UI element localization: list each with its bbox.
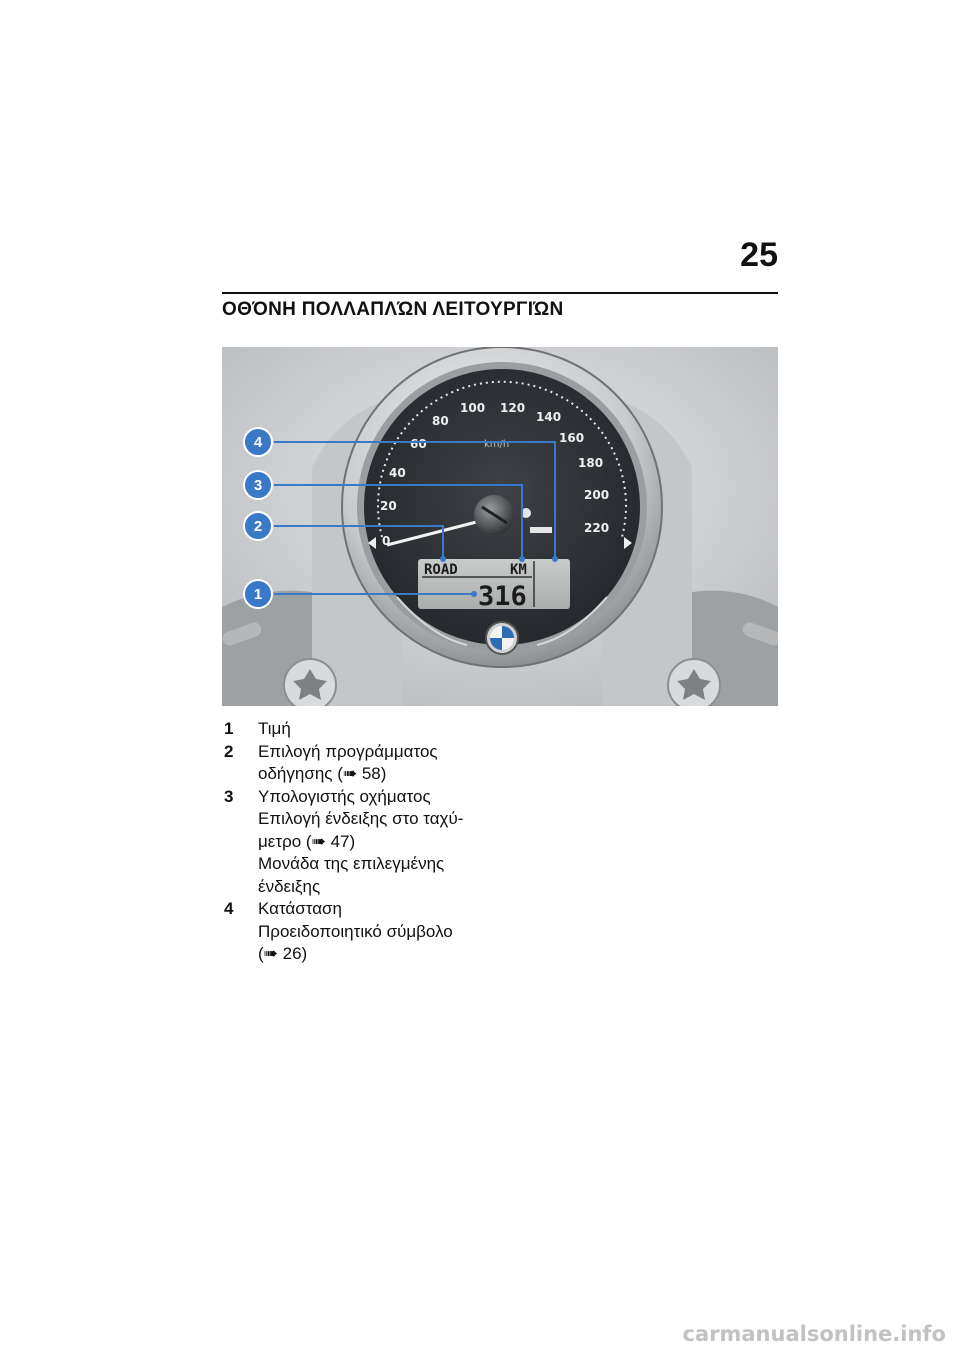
legend-text-reference[interactable]: οδήγησης (➠ 58) bbox=[258, 764, 387, 783]
legend-number: 4 bbox=[224, 899, 234, 918]
speedometer-illustration bbox=[222, 347, 778, 706]
svg-text:2: 2 bbox=[253, 518, 263, 535]
section-title: ΟΘΌΝΗ ΠΟΛΛΑΠΛΏΝ ΛΕΙΤΟΥΡΓΙΏΝ bbox=[222, 299, 564, 320]
svg-text:140: 140 bbox=[536, 410, 562, 424]
svg-text:40: 40 bbox=[389, 466, 406, 480]
legend-item bbox=[224, 741, 504, 786]
lcd-unit-label: KM bbox=[510, 562, 527, 578]
svg-text:1: 1 bbox=[253, 586, 263, 603]
lcd-value: 316 bbox=[478, 581, 527, 612]
svg-text:200: 200 bbox=[584, 488, 610, 502]
legend-number: 3 bbox=[224, 786, 234, 806]
legend-item bbox=[224, 718, 504, 741]
legend-item bbox=[224, 786, 504, 899]
legend-text: Υπολογιστής οχήματος bbox=[258, 786, 431, 806]
legend-text: Επιλογή προγράμματος bbox=[258, 741, 438, 761]
header-rule bbox=[222, 292, 778, 294]
legend-number: 2 bbox=[224, 741, 234, 761]
svg-text:180: 180 bbox=[578, 456, 604, 470]
legend-text-reference[interactable]: (➠ 26) bbox=[258, 944, 308, 963]
svg-text:120: 120 bbox=[500, 401, 526, 415]
speedometer-figure bbox=[222, 347, 778, 706]
svg-text:3: 3 bbox=[253, 477, 263, 494]
legend-text: Μονάδα της επιλεγμένης bbox=[258, 854, 445, 873]
svg-text:4: 4 bbox=[253, 434, 263, 451]
page-number: 25 bbox=[740, 236, 778, 274]
legend-text: Επιλογή ένδειξης στο ταχύ- bbox=[258, 809, 464, 828]
lcd-mode-label: ROAD bbox=[424, 562, 458, 578]
watermark: carmanualsonline.info bbox=[682, 1322, 946, 1346]
legend-text: Κατάσταση bbox=[258, 899, 343, 918]
figure-legend bbox=[224, 718, 504, 966]
legend-number: 1 bbox=[224, 719, 234, 738]
svg-text:160: 160 bbox=[559, 431, 585, 445]
legend-text: Προειδοποιητικό σύμβολο bbox=[258, 921, 453, 941]
bmw-logo bbox=[486, 622, 518, 654]
legend-item bbox=[224, 898, 504, 966]
legend-text-reference[interactable]: μετρο (➠ 47) bbox=[258, 831, 356, 851]
svg-text:80: 80 bbox=[432, 414, 449, 428]
svg-text:60: 60 bbox=[410, 437, 427, 451]
svg-text:0: 0 bbox=[382, 534, 391, 548]
legend-text: ένδειξης bbox=[258, 876, 321, 896]
svg-text:20: 20 bbox=[380, 499, 397, 513]
svg-text:220: 220 bbox=[584, 521, 610, 535]
legend-text: Τιμή bbox=[258, 719, 291, 738]
speed-unit: km/h bbox=[484, 439, 510, 450]
svg-text:100: 100 bbox=[460, 401, 486, 415]
